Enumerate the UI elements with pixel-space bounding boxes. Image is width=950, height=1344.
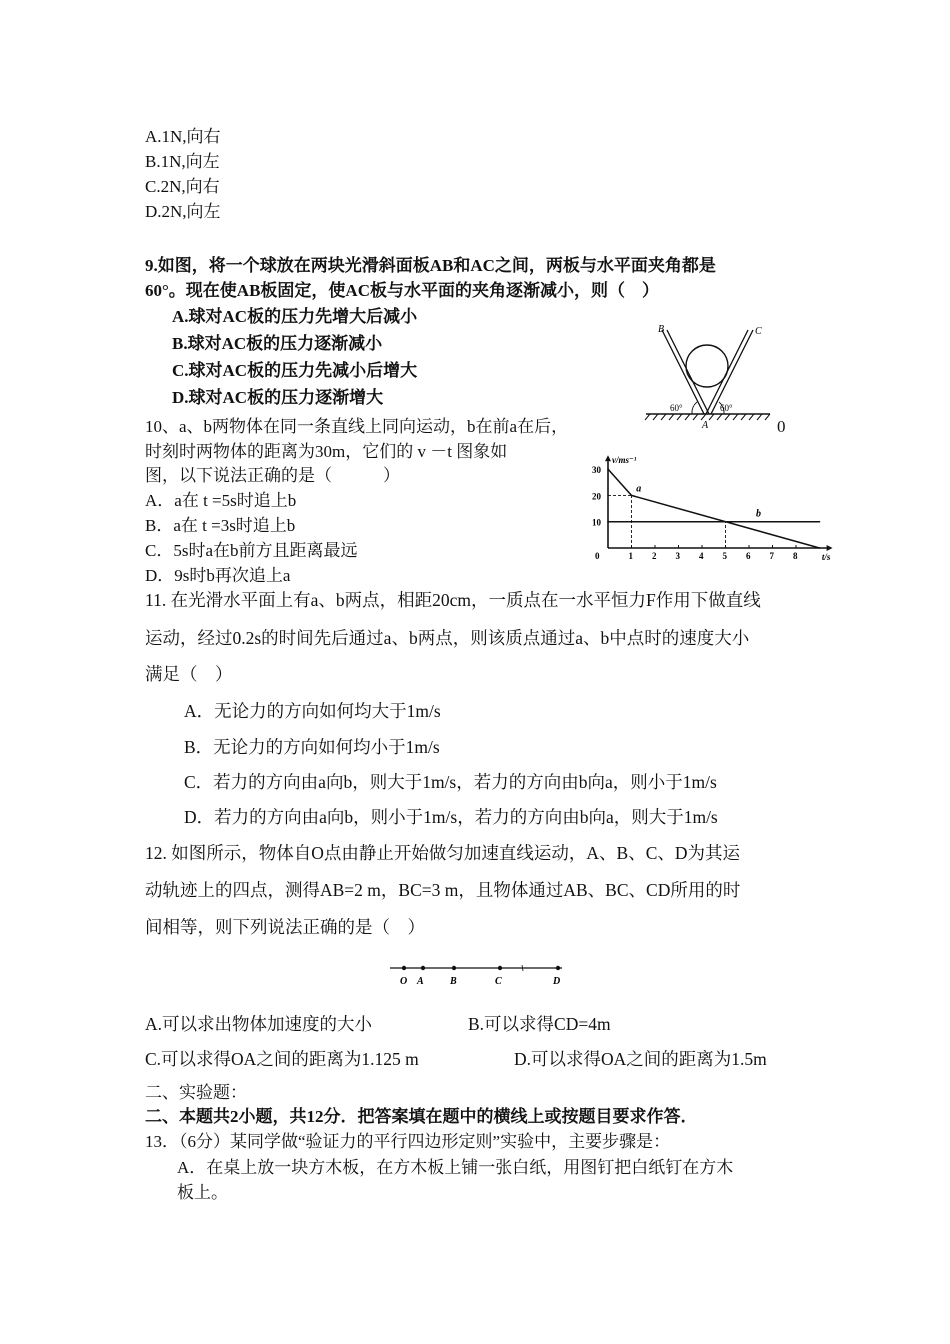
q12-option-d: D.可以求得OA之间的距离为1.5m	[514, 1049, 767, 1069]
section2-title: 二、实验题：	[145, 1083, 247, 1102]
label-c: C	[495, 976, 502, 987]
series-a-point	[819, 547, 821, 549]
point-o	[402, 966, 406, 970]
q10-option-c: C．5s时a在b前方且距离最远	[145, 541, 358, 560]
angle-right: 60°	[720, 403, 733, 413]
series-b-point	[819, 521, 821, 523]
label-a: A	[702, 420, 709, 431]
q9-option-b: B.球对AC板的压力逐渐减小	[172, 334, 383, 353]
q13-line1: 13．（6分）某同学做“验证力的平行四边形定则”实验中，主要步骤是：	[145, 1132, 671, 1151]
label-o: O	[400, 976, 408, 987]
q11-line2: 运动，经过0.2s的时间先后通过a、b两点，则该质点通过a、b中点时的速度大小	[145, 628, 750, 648]
q10-stem-line2: 时刻时两物体的距离为30m，它们的 v －t 图象如	[145, 442, 508, 461]
x-tick-label: 5	[722, 551, 727, 561]
q12-option-b: B.可以求得CD=4m	[468, 1014, 611, 1034]
x-tick-label: 6	[746, 551, 751, 561]
y-tick-label: 10	[592, 517, 601, 528]
q8-option-b: B.1N,向左	[145, 152, 220, 171]
q10-stem-trailing: 0	[777, 417, 786, 436]
q9-stem-line1: 9.如图，将一个球放在两块光滑斜面板AB和AC之间，两板与水平面夹角都是	[145, 256, 716, 275]
series-a-label: a	[636, 483, 642, 495]
q9-stem-line2: 60°。现在使AB板固定，使AC板与水平面的夹角逐渐减小，则（ ）	[145, 281, 659, 300]
label-c: C	[755, 326, 762, 337]
vt-chart	[592, 448, 831, 562]
q12-option-a: A.可以求出物体加速度的大小	[145, 1014, 373, 1034]
q10-stem-line1: 10、a、b两物体在同一条直线上同向运动，b在前a在后，	[145, 417, 569, 436]
x-axis-label: t/s	[821, 552, 831, 562]
q8-option-a: A.1N,向右	[145, 127, 221, 146]
q12-line1: 12. 如图所示，物体自O点由静止开始做匀加速直线运动，A、B、C、D为其运	[145, 843, 741, 863]
q12-track-figure	[386, 958, 566, 990]
series-b-label: b	[756, 508, 762, 520]
x-axis-arrow	[827, 545, 833, 551]
q8-option-d: D.2N,向左	[145, 202, 221, 221]
point-d	[556, 966, 560, 970]
q13-step-a-line2: 板上。	[177, 1183, 228, 1202]
q10-option-d: D．9s时b再次追上a	[145, 566, 291, 585]
q10-option-a: A．a在 t =5s时追上b	[145, 491, 297, 510]
label-b: B	[450, 976, 457, 987]
y-tick-label: 30	[592, 465, 601, 476]
q9-ball-figure	[640, 318, 780, 430]
q9-option-c: C.球对AC板的压力先减小后增大	[172, 361, 418, 380]
angle-left: 60°	[670, 403, 683, 413]
y-tick-label: 20	[592, 491, 601, 502]
q11-option-c: C．若力的方向由a向b，则大于1m/s，若力的方向由b向a，则小于1m/s	[184, 772, 717, 792]
q8-option-c: C.2N,向右	[145, 177, 220, 196]
series-a-point	[607, 468, 609, 470]
ball	[686, 345, 728, 387]
x-tick-label: 3	[675, 551, 680, 561]
label-b: B	[658, 324, 665, 335]
q9-option-d: D.球对AC板的压力逐渐增大	[172, 388, 384, 407]
x-tick-label: 4	[699, 551, 704, 561]
x-tick-label: 8	[793, 551, 798, 561]
q10-stem-line3: 图，以下说法正确的是（ ）	[145, 466, 400, 485]
y-axis-label: v/ms⁻¹	[612, 455, 637, 466]
q9-option-a: A.球对AC板的压力先增大后减小	[172, 307, 418, 326]
series-a-line	[608, 469, 820, 548]
q12-line3: 间相等，则下列说法正确的是（ ）	[145, 917, 425, 937]
q11-option-d: D．若力的方向由a向b，则小于1m/s，若力的方向由b向a，则大于1m/s	[184, 807, 718, 827]
y-axis-arrow	[605, 455, 611, 461]
series-b-point	[607, 521, 609, 523]
q11-line3: 满足（ ）	[145, 664, 233, 684]
q11-option-a: A．无论力的方向如何均大于1m/s	[184, 701, 441, 721]
q10-option-b: B．a在 t =3s时追上b	[145, 516, 296, 535]
label-d: D	[553, 976, 561, 987]
point-c	[498, 966, 502, 970]
section2-instruction: 二、本题共2小题，共12分．把答案填在题中的横线上或按题目要求作答．	[145, 1107, 698, 1126]
x-tick-label: 2	[652, 551, 657, 561]
q11-option-b: B．无论力的方向如何均小于1m/s	[184, 737, 440, 757]
point-b	[452, 966, 456, 970]
q13-step-a-line1: A．在桌上放一块方木板，在方木板上铺一张白纸，用图钉把白纸钉在方木	[177, 1158, 734, 1177]
y-tick-label: 0	[595, 551, 600, 561]
point-a	[421, 966, 425, 970]
q12-option-c: C.可以求得OA之间的距离为1.125 m	[145, 1049, 419, 1069]
q11-line1: 11. 在光滑水平面上有a、b两点，相距20cm，一质点在一水平恒力F作用下做直线	[145, 590, 761, 610]
x-tick-label: 7	[769, 551, 774, 561]
label-a: A	[417, 976, 424, 987]
x-tick-label: 1	[628, 551, 633, 561]
q12-line2: 动轨迹上的四点，测得AB=2 m，BC=3 m，且物体通过AB、BC、CD所用的时	[145, 880, 741, 900]
series-a-point	[631, 495, 633, 497]
